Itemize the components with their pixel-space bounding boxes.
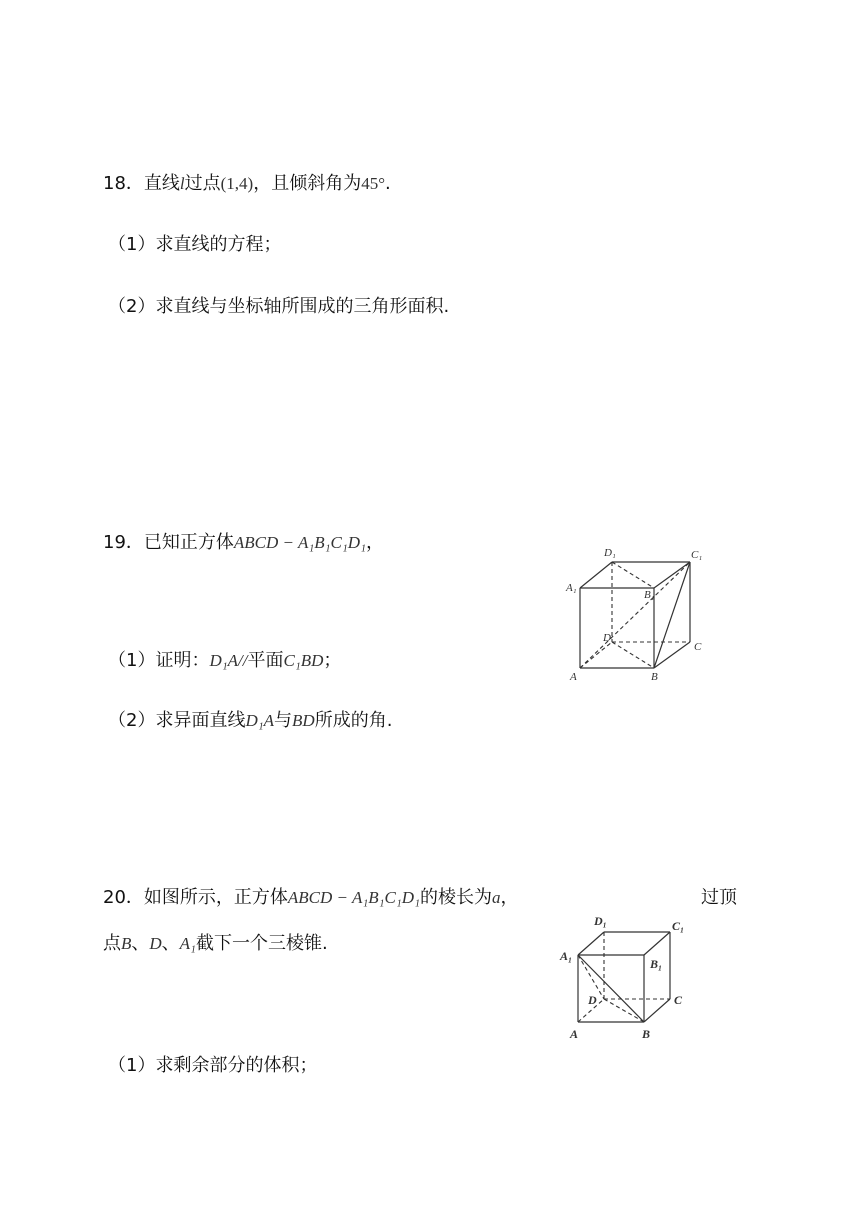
q20-stem-line2: 点B、D、A₁截下一个三棱锥. — [103, 933, 328, 954]
label-D1: D₁ — [594, 914, 607, 928]
q19-stem: 19．已知正方体ABCD − A₁B₁C₁D₁， — [103, 532, 384, 553]
label-B1: B₁ — [644, 589, 655, 601]
label-A1: A₁ — [566, 582, 577, 594]
q19-part2: （2）求异面直线D₁A与BD所成的角. — [108, 710, 393, 731]
q18-stem: 18．直线l过点(1,4)，且倾斜角为45°. — [103, 173, 391, 194]
angle-value: 45° — [361, 174, 386, 193]
q19-number: 19． — [103, 532, 144, 553]
label-C1: C₁ — [672, 919, 685, 933]
label-D: D — [588, 993, 597, 1007]
q18-number: 18． — [103, 173, 144, 194]
label-A1: A₁ — [560, 949, 573, 963]
label-A: A — [570, 1027, 579, 1041]
cube-name: ABCD − A₁B₁C₁D₁ — [287, 888, 420, 907]
point-coords: (1,4) — [220, 174, 254, 193]
label-C: C — [674, 993, 683, 1007]
q19-part1: （1）证明：D₁A//平面C₁BD； — [108, 650, 342, 671]
cube-name: ABCD − A₁B₁C₁D₁ — [233, 533, 366, 552]
q18-part1: （1）求直线的方程； — [108, 234, 282, 255]
label-C: C — [694, 641, 702, 653]
q19-cube-figure — [560, 542, 710, 691]
label-D: D — [603, 632, 611, 644]
var-l: l — [179, 174, 185, 193]
label-B: B — [651, 671, 658, 683]
q20-stem-line1: 20．如图所示，正方体ABCD − A₁B₁C₁D₁的棱长为a， — [103, 887, 519, 908]
q20-part1: （1）求剩余部分的体积； — [108, 1055, 318, 1076]
label-D1: D₁ — [604, 547, 616, 559]
label-A: A — [570, 671, 577, 683]
q18-part2: （2）求直线与坐标轴所围成的三角形面积. — [108, 296, 450, 317]
edge-length: a — [491, 888, 501, 907]
label-C1: C₁ — [691, 549, 703, 561]
q20-number: 20． — [103, 887, 144, 908]
q20-cube-figure — [556, 910, 706, 1054]
label-B1: B₁ — [650, 957, 663, 971]
q20-stem-tail: 过顶 — [701, 887, 737, 908]
label-B: B — [642, 1027, 651, 1041]
